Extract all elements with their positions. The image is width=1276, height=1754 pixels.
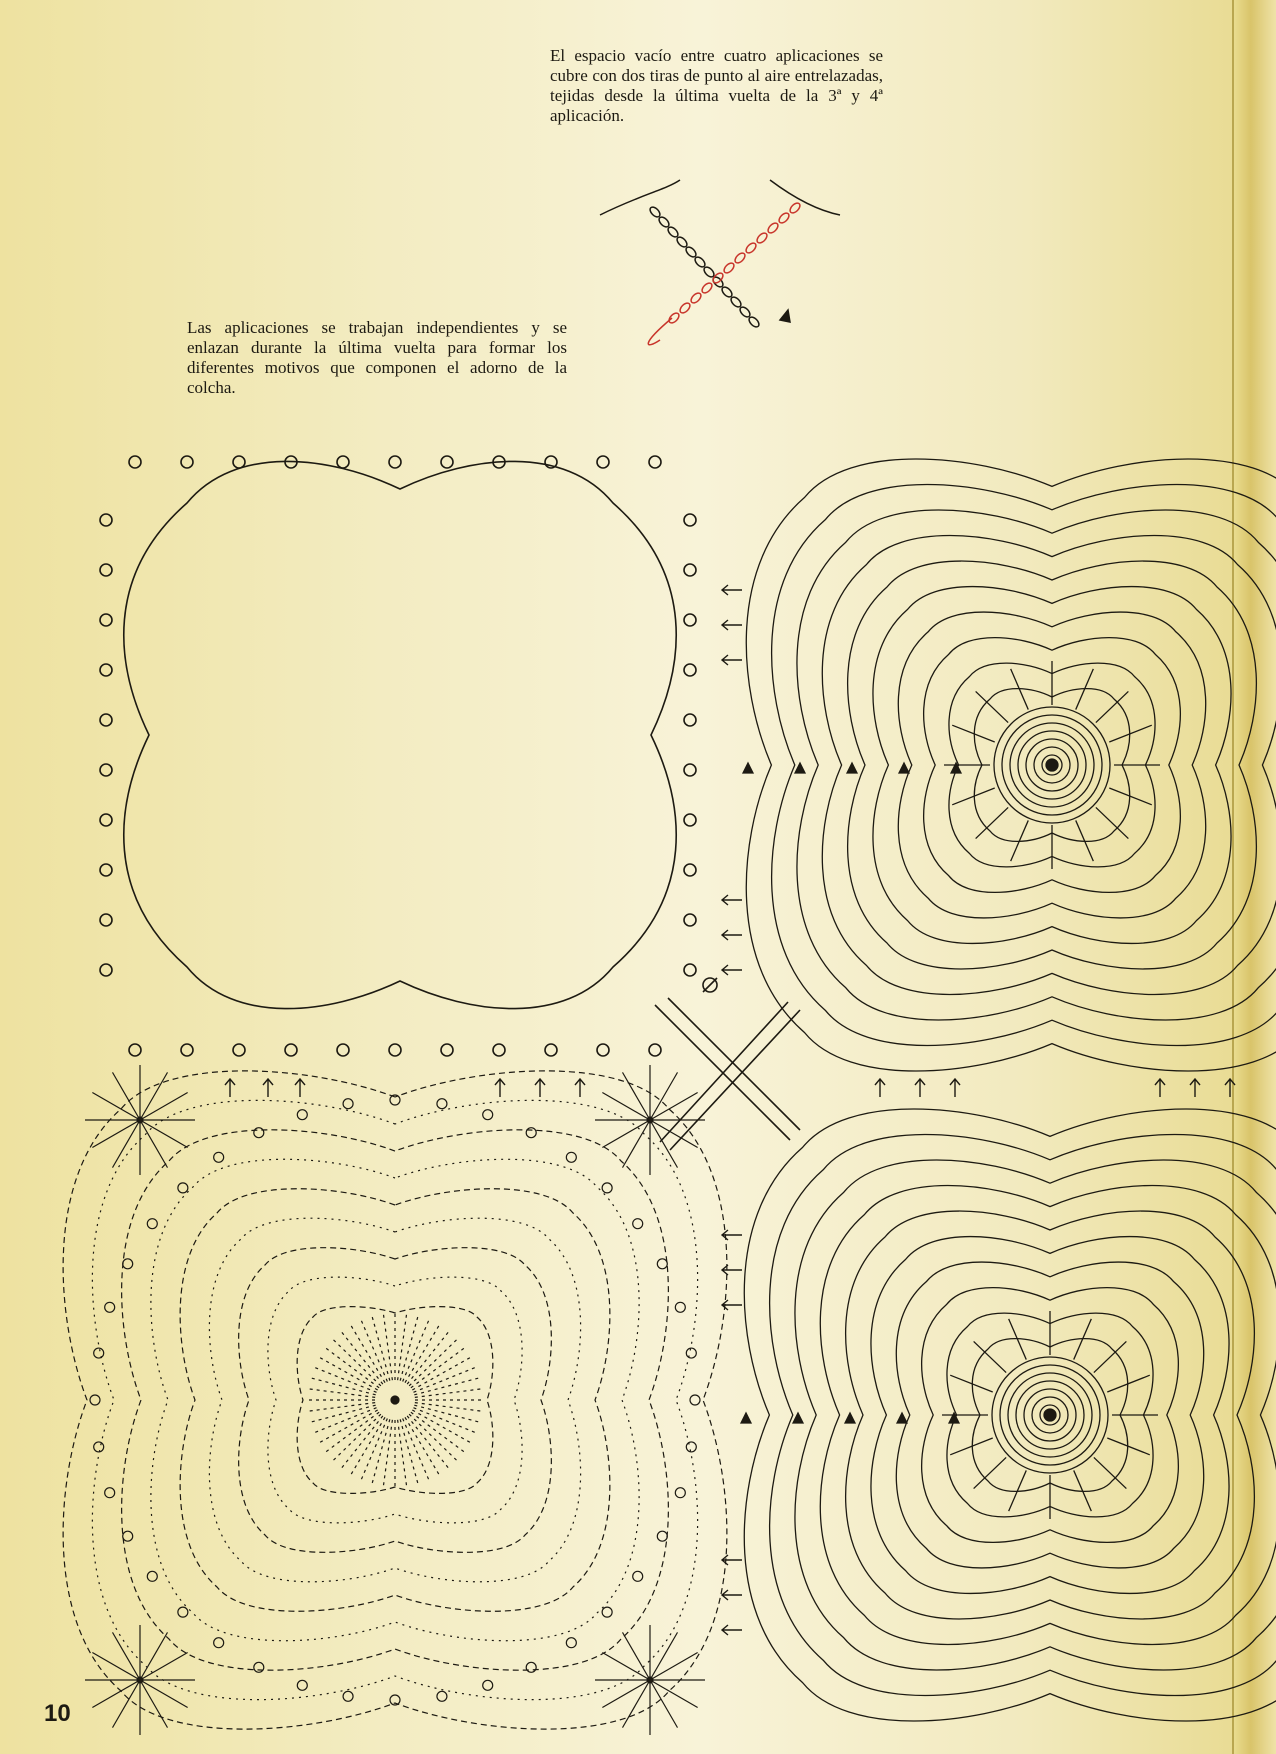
radial-stitch <box>340 1330 383 1384</box>
fan-stitch <box>140 1653 188 1681</box>
fan-stitch <box>92 1093 140 1121</box>
picot <box>129 1044 141 1056</box>
picot <box>602 1183 612 1193</box>
picot <box>684 864 696 876</box>
fan-stitch <box>140 1093 188 1121</box>
picot <box>337 456 349 468</box>
arrow-head <box>847 763 857 773</box>
picot <box>545 1044 557 1056</box>
fan-stitch <box>623 1680 651 1728</box>
radial-stitch <box>411 1346 467 1387</box>
radial-stitch <box>350 1417 385 1476</box>
picot <box>105 1302 115 1312</box>
radial-stitch <box>405 1417 440 1476</box>
radial-stitch <box>400 1315 418 1381</box>
caption-top: El espacio vacío entre cuatro aplicaciones se cubre con dos tiras de punto al aire entrelazadas, tejidas desde la última vuelta de la 3ª y 4ª aplicación. <box>550 46 883 125</box>
picot <box>602 1607 612 1617</box>
chain-stitch-highlight <box>678 301 691 314</box>
chain-stitch-highlight <box>755 231 768 244</box>
fan-centre <box>647 1117 653 1123</box>
join-arrow <box>915 1079 925 1097</box>
picot <box>285 1044 297 1056</box>
fan-stitch <box>650 1120 698 1148</box>
radial-stitch <box>324 1346 380 1387</box>
picot <box>181 456 193 468</box>
picot <box>684 914 696 926</box>
radial-stitch <box>306 1389 375 1398</box>
join-arrow <box>722 895 742 905</box>
chain-stitch <box>657 215 670 228</box>
chain-stitch <box>675 235 688 248</box>
picot <box>100 564 112 576</box>
ring <box>797 510 1276 1020</box>
picot <box>649 1044 661 1056</box>
picot <box>389 1044 401 1056</box>
picot <box>147 1571 157 1581</box>
picot <box>343 1691 353 1701</box>
fan-stitch <box>140 1680 188 1708</box>
fan-stitch <box>140 1072 168 1120</box>
fan-stitch <box>602 1653 650 1681</box>
join-arrow <box>722 965 742 975</box>
join-arrow <box>722 1265 742 1275</box>
join-arrow <box>495 1079 505 1097</box>
radial-stitch <box>409 1338 458 1386</box>
picot <box>389 456 401 468</box>
join-arrow <box>295 1079 305 1097</box>
join-arrow <box>875 1079 885 1097</box>
fan-stitch <box>602 1093 650 1121</box>
picot <box>337 1044 349 1056</box>
picot <box>100 764 112 776</box>
interlaced-chain-detail <box>600 180 840 345</box>
chain-stitch <box>720 285 733 298</box>
radial-stitch <box>308 1405 376 1423</box>
arrow-head <box>741 1413 751 1423</box>
arrow-head <box>743 763 753 773</box>
join-arrows <box>225 585 1235 1635</box>
picot <box>100 514 112 526</box>
radial-stitch <box>411 1412 467 1453</box>
spoke <box>1109 788 1151 805</box>
radial-stitch <box>415 1389 484 1398</box>
radial-stitch <box>398 1313 407 1380</box>
join-arrow <box>722 1230 742 1240</box>
fan-centre <box>137 1117 143 1123</box>
join-arrow <box>1190 1079 1200 1097</box>
picot <box>684 764 696 776</box>
caption-left: Las aplicaciones se trabajan independientes y se enlazan durante la última vuelta para formar los diferentes motivos que componen el adorno de la colcha. <box>187 318 567 397</box>
chain-stitch <box>684 245 697 258</box>
chain-stitch-highlight <box>766 221 779 234</box>
centre-dot <box>1044 1409 1056 1421</box>
picot <box>684 714 696 726</box>
fan-stitch <box>602 1680 650 1708</box>
radial-stitch <box>383 1313 392 1380</box>
ring <box>795 1160 1276 1670</box>
motif-bottom-left-stitch-chart <box>63 1065 727 1735</box>
radial-stitch <box>398 1420 407 1487</box>
radial-stitch <box>407 1330 450 1384</box>
fan-stitch <box>140 1120 168 1168</box>
picot <box>493 1044 505 1056</box>
picot <box>684 564 696 576</box>
radial-stitch <box>383 1420 392 1487</box>
picot <box>100 964 112 976</box>
arrow-head <box>845 1413 855 1423</box>
picot <box>254 1662 264 1672</box>
picot <box>100 664 112 676</box>
picot <box>597 1044 609 1056</box>
picot <box>657 1531 667 1541</box>
motif-bottom-right-spiral <box>741 1109 1276 1721</box>
fan-stitch <box>113 1632 141 1680</box>
picot <box>526 1662 536 1672</box>
fan-stitch <box>92 1120 140 1148</box>
ring <box>772 484 1276 1045</box>
chart-centre <box>391 1396 399 1404</box>
fan-stitch <box>623 1072 651 1120</box>
picot <box>100 714 112 726</box>
picot <box>686 1348 696 1358</box>
picot <box>633 1571 643 1581</box>
picot <box>100 864 112 876</box>
join-arrow <box>722 655 742 665</box>
picot <box>147 1219 157 1229</box>
picot <box>214 1152 224 1162</box>
picot <box>233 1044 245 1056</box>
picot <box>633 1219 643 1229</box>
picot <box>690 1395 700 1405</box>
centre-dot <box>1046 759 1058 771</box>
picot <box>178 1183 188 1193</box>
spoke <box>952 725 994 742</box>
chain-stitch-highlight <box>744 241 757 254</box>
arrow-head <box>795 763 805 773</box>
fan-stitch <box>140 1680 168 1728</box>
join-arrow <box>722 930 742 940</box>
picot <box>100 614 112 626</box>
chain-stitch <box>747 315 760 328</box>
detail-arrow <box>780 310 790 322</box>
chain-stitch <box>648 205 661 218</box>
highlight-turn <box>648 318 672 345</box>
radial-stitch <box>324 1412 380 1453</box>
spoke <box>1107 1438 1149 1455</box>
picot <box>123 1531 133 1541</box>
picot <box>181 1044 193 1056</box>
picot <box>526 1128 536 1138</box>
picot <box>437 1099 447 1109</box>
arrow-head <box>899 763 909 773</box>
fan-stitch <box>650 1653 698 1681</box>
radial-stitch <box>340 1416 383 1470</box>
join-arrow <box>263 1079 273 1097</box>
picot <box>684 814 696 826</box>
radial-stitch <box>412 1410 473 1444</box>
fan-stitch <box>623 1632 651 1680</box>
chain-stitch-highlight <box>777 211 790 224</box>
radial-stitch <box>372 1315 390 1381</box>
radial-stitch <box>412 1356 473 1390</box>
picot <box>233 456 245 468</box>
radial-stitch <box>317 1356 378 1390</box>
picot <box>90 1395 100 1405</box>
picot <box>649 456 661 468</box>
picot <box>94 1442 104 1452</box>
join-arrow <box>575 1079 585 1097</box>
motif-top-right-spiral <box>743 459 1276 1071</box>
chain-stitch <box>738 305 751 318</box>
fan-centre <box>137 1677 143 1683</box>
picot <box>566 1638 576 1648</box>
fan-stitch <box>623 1120 651 1168</box>
chain-stitch-highlight <box>667 311 680 324</box>
fan-stitch <box>92 1653 140 1681</box>
chain-stitch-highlight <box>689 291 702 304</box>
join-arrow <box>1225 1079 1235 1097</box>
picot <box>100 814 112 826</box>
spoke <box>950 1375 992 1392</box>
picot <box>105 1488 115 1498</box>
picot <box>675 1302 685 1312</box>
picot <box>100 914 112 926</box>
join-arrow <box>722 1590 742 1600</box>
radial-stitch <box>331 1338 380 1386</box>
picot <box>684 614 696 626</box>
picot <box>254 1128 264 1138</box>
chain-stitch-highlight <box>700 281 713 294</box>
fan-centre <box>647 1677 653 1683</box>
ring <box>770 1134 1276 1695</box>
picot <box>437 1691 447 1701</box>
picot <box>441 456 453 468</box>
motif-outline <box>124 461 676 1008</box>
chain-strip-b <box>660 1002 800 1150</box>
join-arrow <box>535 1079 545 1097</box>
radial-stitch <box>308 1377 376 1395</box>
picot <box>483 1110 493 1120</box>
page-number: 10 <box>44 1700 71 1727</box>
chain-stitch-highlight <box>722 261 735 274</box>
radial-stitch <box>317 1410 378 1444</box>
picot <box>483 1680 493 1690</box>
chain-stitch-highlight <box>733 251 746 264</box>
radial-stitch <box>331 1414 380 1462</box>
picot <box>657 1259 667 1269</box>
fan-stitch <box>140 1120 188 1148</box>
picot <box>684 514 696 526</box>
edge-curve <box>600 180 840 215</box>
join-arrow <box>950 1079 960 1097</box>
join-arrow <box>722 620 742 630</box>
fan-stitch <box>602 1120 650 1148</box>
join-arrow <box>722 585 742 595</box>
radial-stitch <box>400 1419 418 1485</box>
spoke <box>1109 725 1151 742</box>
picot <box>297 1110 307 1120</box>
picot <box>123 1259 133 1269</box>
picot <box>129 456 141 468</box>
fan-stitch <box>92 1680 140 1708</box>
radial-stitch <box>407 1416 450 1470</box>
picot <box>441 1044 453 1056</box>
chain-stitch <box>729 295 742 308</box>
radial-stitch <box>414 1377 482 1395</box>
radial-stitch <box>350 1324 385 1383</box>
join-arrow <box>1155 1079 1165 1097</box>
chain-stitch-highlight <box>788 201 801 214</box>
radial-stitch <box>372 1419 390 1485</box>
fan-stitch <box>650 1680 698 1708</box>
motif-top-left-outline <box>100 456 696 1056</box>
radial-stitch <box>405 1324 440 1383</box>
picot <box>675 1488 685 1498</box>
spoke <box>952 788 994 805</box>
picot <box>684 964 696 976</box>
chain-stitch <box>693 255 706 268</box>
arrow-head <box>793 1413 803 1423</box>
picot <box>297 1680 307 1690</box>
picot <box>214 1638 224 1648</box>
picot <box>566 1152 576 1162</box>
ring <box>746 459 1276 1071</box>
picot <box>343 1099 353 1109</box>
picot <box>684 664 696 676</box>
spoke <box>950 1438 992 1455</box>
radial-stitch <box>306 1403 375 1412</box>
picot <box>178 1607 188 1617</box>
spoke <box>1107 1375 1149 1392</box>
picot <box>597 456 609 468</box>
picot <box>686 1442 696 1452</box>
fan-stitch <box>140 1632 168 1680</box>
radial-stitch <box>415 1403 484 1412</box>
arrow-head <box>897 1413 907 1423</box>
picot <box>94 1348 104 1358</box>
join-arrow <box>225 1079 235 1097</box>
radial-stitch <box>414 1405 482 1423</box>
radial-stitch <box>409 1414 458 1462</box>
chain-stitch <box>666 225 679 238</box>
join-arrow <box>722 1625 742 1635</box>
ring <box>744 1109 1276 1721</box>
fan-stitch <box>650 1093 698 1121</box>
